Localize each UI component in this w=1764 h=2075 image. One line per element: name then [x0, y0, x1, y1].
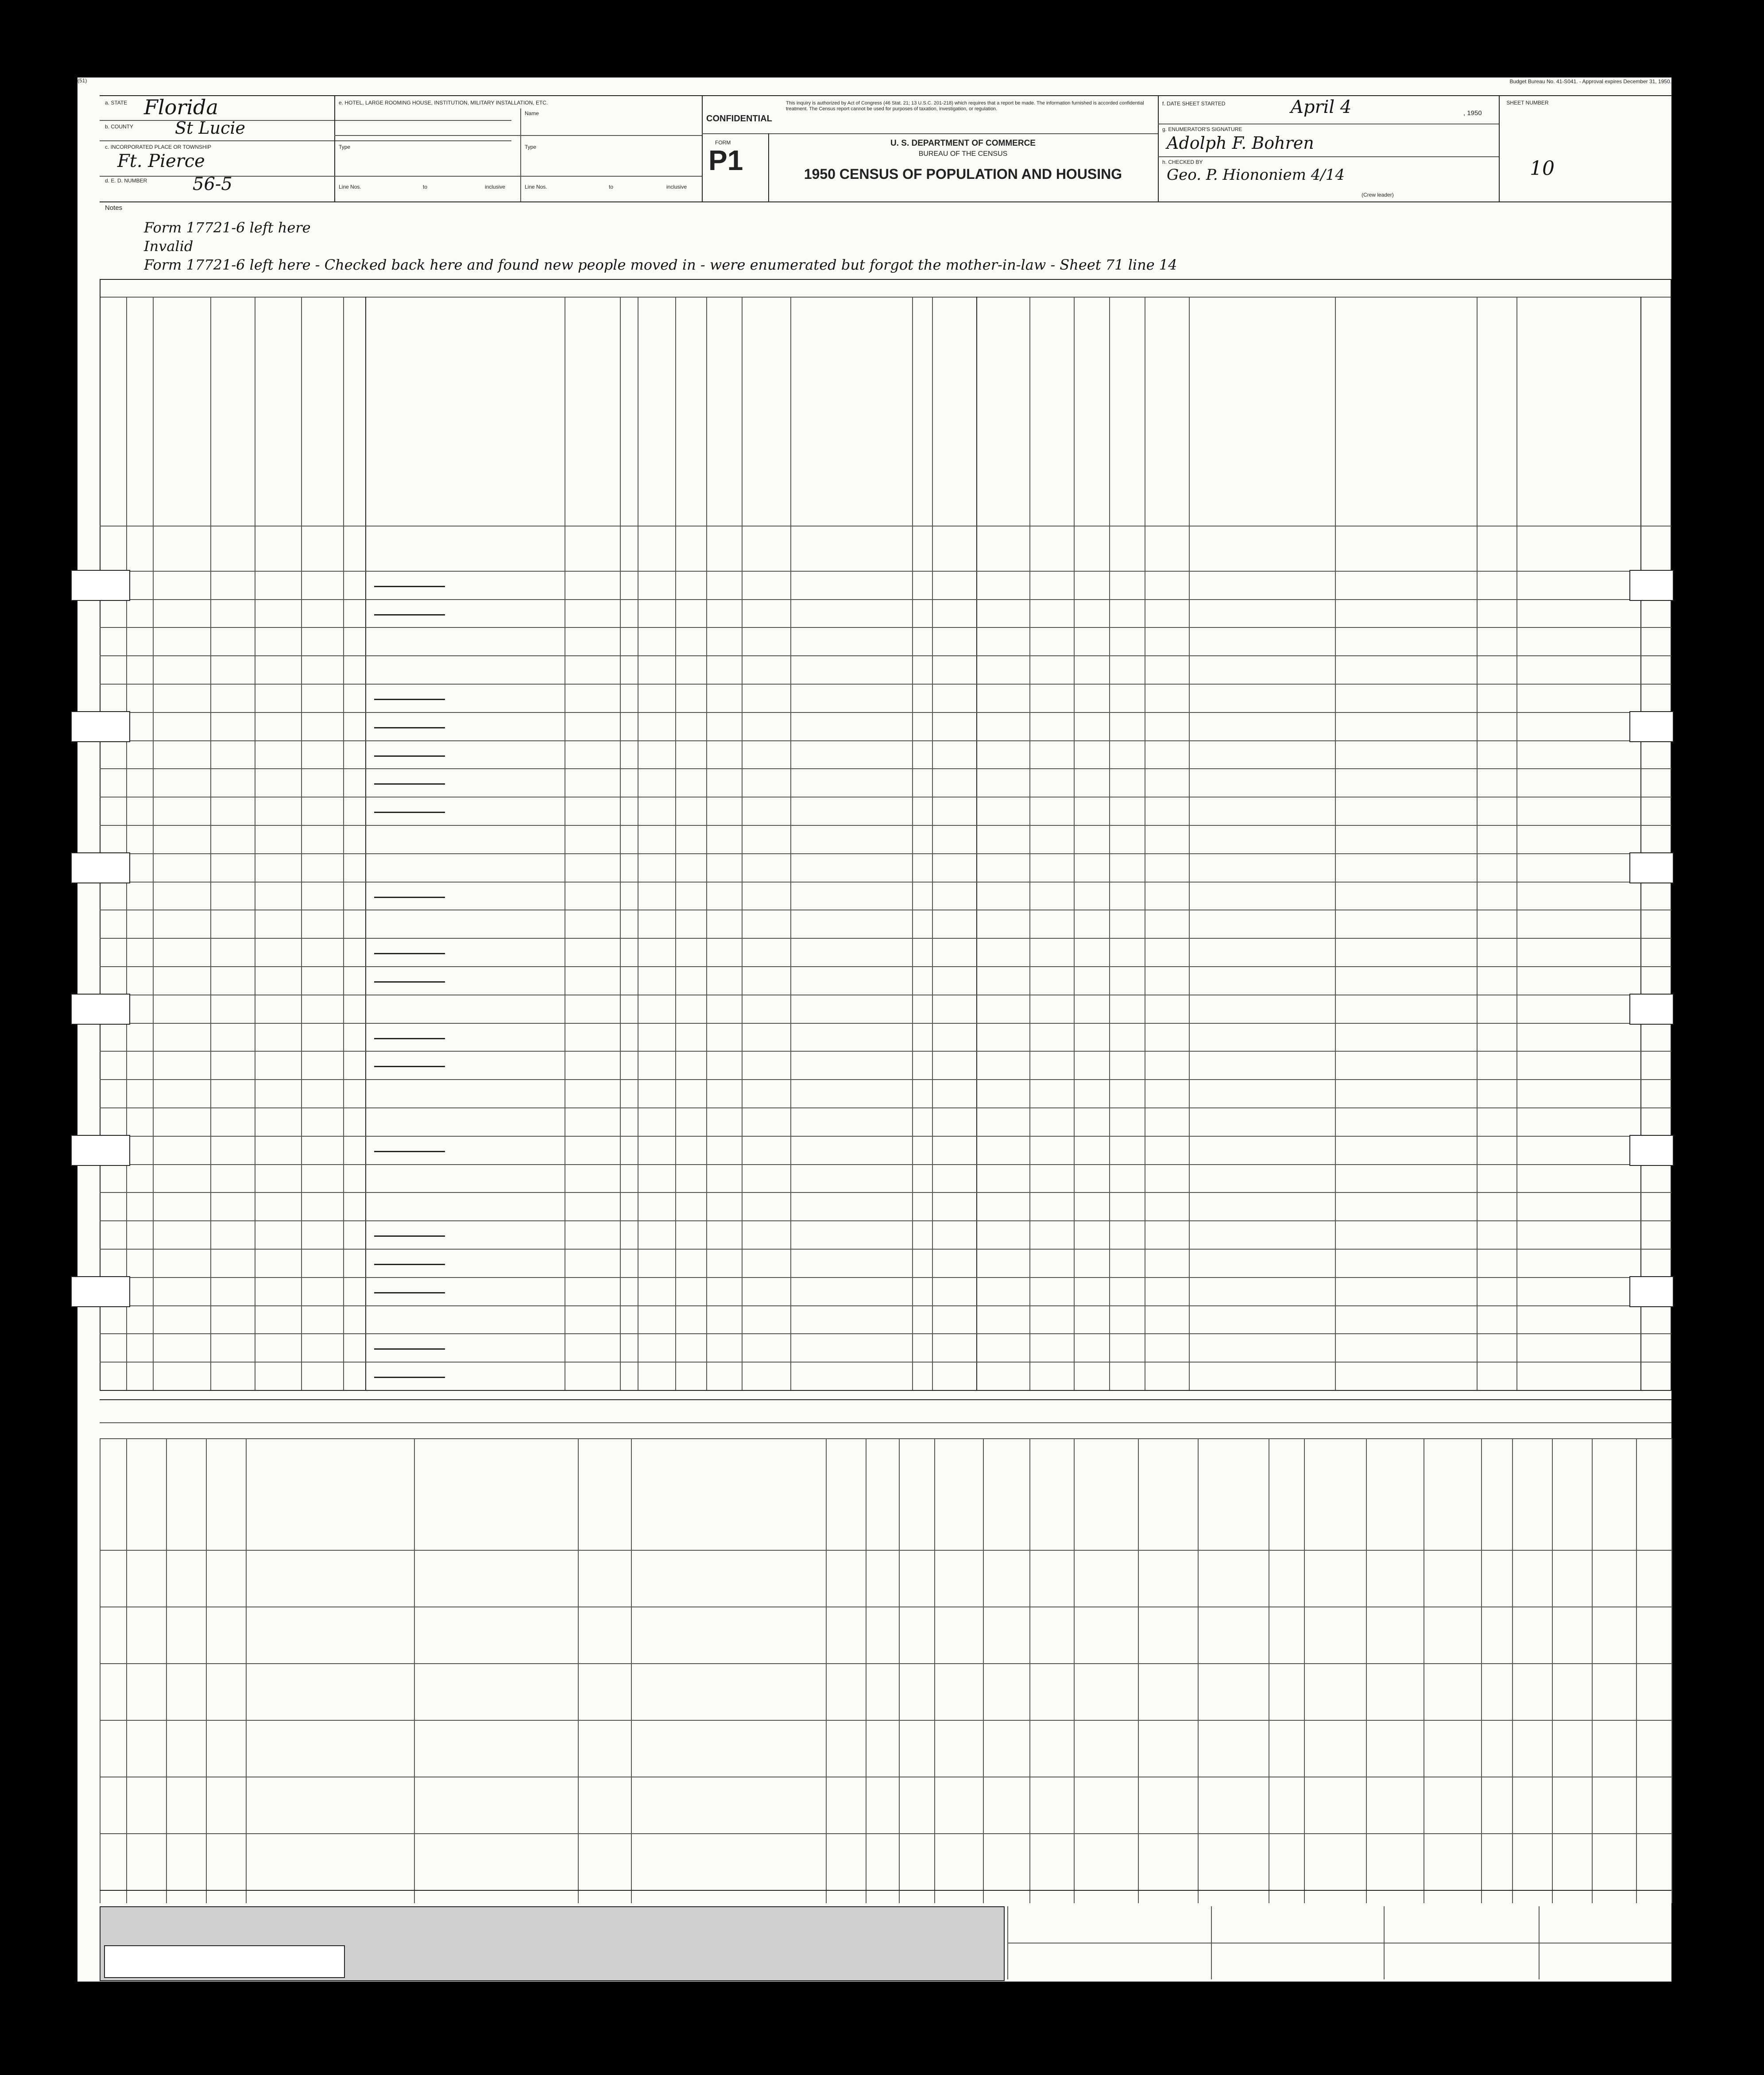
- checked-value: Geo. P. Hiononiem 4/14: [1167, 166, 1345, 184]
- cell-street: [128, 740, 151, 769]
- row-rule: [100, 740, 1671, 741]
- cell-street: [128, 1051, 151, 1079]
- department: U. S. DEPARTMENT OF COMMERCE: [890, 139, 1036, 148]
- column-rule: [620, 297, 621, 1390]
- sample-header-c23: [167, 1444, 205, 1541]
- row-rule: [100, 966, 1671, 967]
- ditto-mark: [374, 1066, 445, 1067]
- footer-rule: [1384, 1906, 1385, 1979]
- footer-rule: [1007, 1906, 1008, 1979]
- column-header-5: [302, 306, 342, 518]
- sample-header-c26: [827, 1444, 865, 1541]
- sample-row-rule: [100, 1663, 1671, 1664]
- column-header-10: [677, 306, 705, 518]
- ditto-mark: [374, 699, 445, 700]
- date-label: f. DATE SHEET STARTED: [1162, 101, 1226, 107]
- column-header-16: [1031, 306, 1072, 518]
- census-sheet: [77, 77, 1671, 1982]
- row-rule: [100, 1079, 1671, 1080]
- cell-street: [128, 938, 151, 966]
- column-header-18: [1110, 306, 1143, 518]
- to-label-1: to: [423, 184, 428, 190]
- table-bottom-rule: [100, 1390, 1671, 1391]
- column-rule: [790, 297, 791, 1390]
- sample-header-c33: [1513, 1444, 1551, 1541]
- note-line-2: Invalid: [144, 238, 193, 255]
- sample-line-tab-17: [71, 994, 130, 1025]
- column-rule: [1335, 297, 1336, 1390]
- cell-street: [128, 825, 151, 853]
- row-rule: [100, 1192, 1671, 1193]
- column-rule: [706, 297, 707, 1390]
- cell-street: [128, 1023, 151, 1051]
- inclusive-label-1: inclusive: [485, 184, 506, 190]
- sample-header-c32: [1305, 1444, 1365, 1541]
- cell-street: [128, 712, 151, 740]
- enumerator-signature: Adolph F. Bohren: [1167, 133, 1314, 153]
- column-rule: [153, 297, 154, 1390]
- name-label: Name: [525, 110, 539, 116]
- line-nos-label-2: Line Nos.: [525, 184, 547, 190]
- office-use-box: [104, 1945, 345, 1978]
- county-value: St Lucie: [175, 118, 246, 138]
- note-line-1: Form 17721-6 left here: [144, 219, 311, 236]
- sheet-label: SHEET NUMBER: [1506, 100, 1549, 106]
- page-ref: (51): [77, 77, 87, 84]
- column-rule: [1074, 297, 1075, 1390]
- checked-label: h. CHECKED BY: [1162, 159, 1203, 165]
- cell-street: [128, 995, 151, 1023]
- row-rule: [100, 655, 1671, 656]
- row-rule: [100, 1277, 1671, 1278]
- date-value: April 4: [1291, 97, 1352, 117]
- ask-questions-tab-12: [1629, 852, 1674, 883]
- row-rule: [100, 1362, 1671, 1363]
- date-year: , 1950: [1463, 109, 1482, 117]
- column-header-6: [343, 306, 365, 518]
- sample-header-c31c: [1199, 1444, 1268, 1541]
- column-header-20a: [1190, 306, 1334, 518]
- hotel-label: e. HOTEL, LARGE ROOMING HOUSE, INSTITUTION, MILITARY INSTALLATION, ETC.: [339, 100, 548, 106]
- cell-street: [128, 1107, 151, 1136]
- row-rule: [100, 1249, 1671, 1250]
- column-header-8: [566, 306, 619, 518]
- column-header-B: [913, 306, 931, 518]
- sample-header-c31b: [1139, 1444, 1197, 1541]
- column-header-A: [621, 306, 636, 518]
- sample-top-rule: [100, 1399, 1671, 1400]
- column-rule: [1189, 297, 1190, 1390]
- ed-value: 56-5: [193, 174, 232, 194]
- sample-row-rule: [100, 1833, 1671, 1834]
- cell-street: [128, 684, 151, 712]
- ditto-mark: [374, 1038, 445, 1039]
- cell-street: [128, 1164, 151, 1192]
- cell-street: [128, 542, 151, 571]
- note-line-3: Form 17721-6 left here - Checked back here and found new people moved in - were enumerated but forgot the mother-in-law - Sheet 71 line 14: [144, 256, 1177, 273]
- cell-street: [128, 1249, 151, 1277]
- column-rule: [976, 297, 977, 1390]
- column-rule: [1477, 297, 1478, 1390]
- state-value: Florida: [144, 95, 218, 119]
- column-header-20b: [1336, 306, 1475, 518]
- cell-street: [128, 1277, 151, 1305]
- type-label-1: Type: [339, 144, 351, 150]
- ed-label: d. E. D. NUMBER: [105, 178, 147, 184]
- cell-street: [128, 910, 151, 938]
- county-label: b. COUNTY: [105, 124, 134, 130]
- sample-line-tab-12: [71, 852, 130, 883]
- sample-header-rule: [100, 1550, 1671, 1551]
- sample-header-c24b: [247, 1444, 413, 1541]
- row-rule: [100, 938, 1671, 939]
- column-header-3: [212, 306, 253, 518]
- cell-street: [128, 1333, 151, 1362]
- confidential-text: This inquiry is authorized by Act of Congress (46 Stat. 21; 13 U.S.C. 201-218) which requires that a report be made. The information furnished is accorded confidential treatment. The Census report cannot be used for purposes of taxation, investigation, or regulation.: [786, 101, 1144, 112]
- form-title: 1950 CENSUS OF POPULATION AND HOUSING: [804, 166, 1122, 182]
- row-rule: [100, 571, 1671, 572]
- sample-sub-rule: [100, 1438, 1671, 1439]
- cell-street: [128, 853, 151, 882]
- cell-street: [128, 797, 151, 825]
- to-label-2: to: [609, 184, 614, 190]
- row-rule: [100, 1333, 1671, 1334]
- ditto-mark: [374, 1151, 445, 1152]
- row-rule: [100, 1107, 1671, 1108]
- form-label: FORM: [715, 139, 731, 146]
- ditto-mark: [374, 981, 445, 983]
- row-rule: [100, 627, 1671, 628]
- ask-questions-tab-27: [1629, 1276, 1674, 1307]
- sample-line-tab-22: [71, 1135, 130, 1166]
- column-header-4: [256, 306, 300, 518]
- cell-street: [128, 1362, 151, 1390]
- ditto-mark: [374, 1235, 445, 1237]
- sheet-number: 10: [1530, 157, 1555, 180]
- cell-street: [128, 1192, 151, 1220]
- column-rule: [932, 297, 933, 1390]
- column-rule: [210, 297, 211, 1390]
- row-rule: [100, 1023, 1671, 1024]
- cell-street: [128, 599, 151, 627]
- ask-questions-tab-22: [1629, 1135, 1674, 1166]
- row-rule: [100, 1220, 1671, 1221]
- ask-questions-tab-2: [1629, 570, 1674, 601]
- row-rule: [100, 1305, 1671, 1306]
- ditto-mark: [374, 1292, 445, 1293]
- line-nos-label-1: Line Nos.: [339, 184, 361, 190]
- column-header-11: [708, 306, 740, 518]
- row-rule: [100, 1164, 1671, 1165]
- column-rule: [1029, 297, 1030, 1390]
- sample-header-c25: [579, 1444, 630, 1541]
- row-rule: [100, 712, 1671, 713]
- column-header-C: [1518, 306, 1639, 518]
- ditto-mark: [374, 755, 445, 757]
- column-header-14: [933, 306, 975, 518]
- cell-street: [128, 655, 151, 684]
- sample-line-tab-2: [71, 570, 130, 601]
- row-rule: [100, 853, 1671, 854]
- column-header-20c: [1478, 306, 1515, 518]
- row-rule: [100, 1136, 1671, 1137]
- bureau: BUREAU OF THE CENSUS: [918, 150, 1008, 158]
- column-rule: [675, 297, 676, 1390]
- cell-street: [128, 1136, 151, 1164]
- ditto-mark: [374, 727, 445, 728]
- column-rule: [912, 297, 913, 1390]
- population-table: [77, 279, 1671, 1359]
- cell-street: [128, 571, 151, 599]
- column-header-st: [126, 306, 153, 518]
- row-rule: [100, 599, 1671, 600]
- column-header-12: [743, 306, 789, 518]
- row-rule: [100, 882, 1671, 883]
- enumerator-label: g. ENUMERATOR'S SIGNATURE: [1162, 126, 1242, 132]
- ditto-mark: [374, 953, 445, 954]
- place-label: c. INCORPORATED PLACE OR TOWNSHIP: [105, 144, 212, 150]
- sample-row-rule: [100, 1720, 1671, 1721]
- column-rule: [742, 297, 743, 1390]
- ask-questions-tab-7: [1629, 711, 1674, 742]
- ditto-mark: [374, 1348, 445, 1350]
- crew-leader-label: (Crew leader): [1362, 192, 1394, 198]
- ditto-mark: [374, 1264, 445, 1265]
- ditto-mark: [374, 614, 445, 616]
- section-divider: [100, 297, 1671, 298]
- column-rule: [365, 297, 366, 1390]
- footer-rule: [1539, 1906, 1540, 1979]
- sample-line-tab-27: [71, 1276, 130, 1307]
- column-header-7: [367, 306, 563, 518]
- sample-header-c29: [984, 1444, 1029, 1541]
- column-header-17: [1075, 306, 1108, 518]
- state-label: a. STATE: [105, 100, 128, 106]
- cell-street: [128, 627, 151, 655]
- column-header-13: [792, 306, 911, 518]
- ditto-mark: [374, 586, 445, 587]
- cell-street: [128, 1079, 151, 1107]
- ditto-mark: [374, 897, 445, 898]
- notes-label: Notes: [105, 204, 123, 212]
- sample-header-c24a: [207, 1444, 245, 1541]
- column-rule: [1516, 297, 1517, 1390]
- cell-street: [128, 1305, 151, 1334]
- sample-column-rule: [1671, 1438, 1672, 1903]
- type-label-2: Type: [525, 144, 537, 150]
- sample-header-c30: [1030, 1444, 1073, 1541]
- sample-line-tab-7: [71, 711, 130, 742]
- cell-street: [128, 882, 151, 910]
- row-rule: [100, 768, 1671, 769]
- ditto-mark: [374, 1377, 445, 1378]
- place-value: Ft. Pierce: [117, 151, 205, 171]
- ditto-mark: [374, 812, 445, 813]
- sample-bottom-rule: [100, 1890, 1671, 1891]
- inclusive-label-2: inclusive: [666, 184, 687, 190]
- column-header-1: [100, 306, 126, 518]
- instructions-footer: [77, 1906, 1671, 1982]
- footer-rule: [1211, 1906, 1212, 1979]
- row-rule: [100, 684, 1671, 685]
- cell-street: [128, 1220, 151, 1249]
- sample-header-c27: [867, 1444, 898, 1541]
- column-rule: [301, 297, 302, 1390]
- form-number: P1: [708, 144, 743, 176]
- column-header-ln2: [1640, 306, 1671, 518]
- column-header-15: [978, 306, 1028, 518]
- column-header-9: [639, 306, 674, 518]
- sample-header-c22: [127, 1444, 165, 1541]
- budget-note: Budget Bureau No. 41-S041. - Approval expires December 31, 1950.: [1509, 78, 1671, 85]
- row-rule: [100, 1051, 1671, 1052]
- sample-header-c21: [101, 1444, 125, 1541]
- sample-header-c31a: [1075, 1444, 1137, 1541]
- cell-street: [128, 768, 151, 797]
- cell-street: [128, 966, 151, 995]
- ask-questions-tab-17: [1629, 994, 1674, 1025]
- row-rule: [100, 825, 1671, 826]
- confidential: CONFIDENTIAL: [706, 114, 772, 124]
- ditto-mark: [374, 783, 445, 785]
- column-header-19: [1146, 306, 1188, 518]
- sample-questions-table: [77, 1399, 1671, 1904]
- sample-title-rule: [100, 1422, 1671, 1423]
- column-rule: [1109, 297, 1110, 1390]
- column-header-2: [154, 306, 209, 518]
